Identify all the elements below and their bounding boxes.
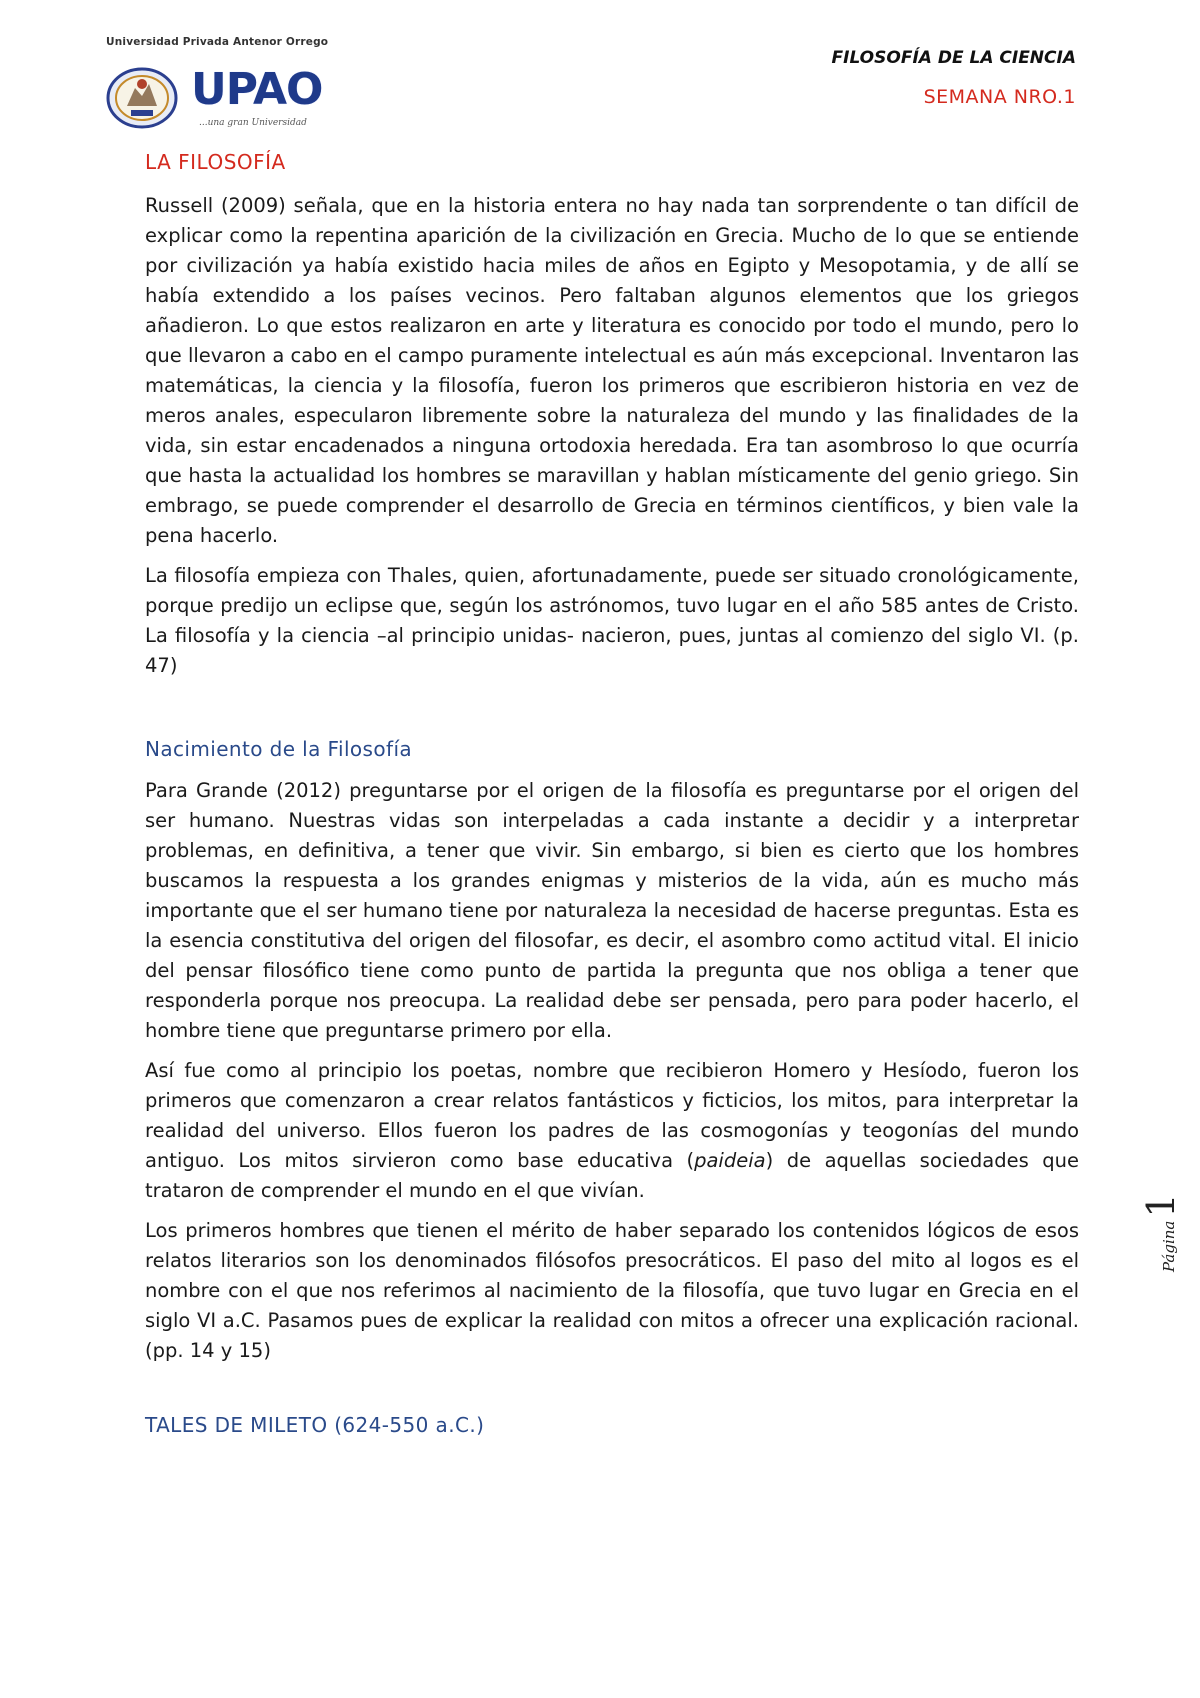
week-label: SEMANA NRO.1 [923, 86, 1076, 108]
logo-university-name: Universidad Privada Antenor Orrego [106, 36, 329, 48]
section-heading-nacimiento: Nacimiento de la Filosofía [145, 737, 413, 761]
section-heading-tales: TALES DE MILETO (624-550 a.C.) [145, 1413, 485, 1437]
logo-wordmark: UPAO [191, 64, 323, 115]
section-heading-la-filosofia: LA FILOSOFÍA [145, 150, 286, 174]
page-number-value: 1 [1139, 1193, 1183, 1218]
paragraph: Russell (2009) señala, que en la historia entera no hay nada tan sorprendente o tan difícil de explicar como la repentina aparición de la civilización en Grecia. Mucho de lo que se entiende por civilización ya había existido hacia miles de años en Egipto y Mesopotamia, y de allí se había extendido a los países vecinos. Pero faltaban algunos elementos que los griegos añadieron. Lo que estos realizaron en arte y literatura es conocido por todo el mundo, pero lo que llevaron a cabo en el campo puramente intelectual es aún más excepcional. Inventaron las matemáticas, la ciencia y la filosofía, fueron los primeros que escribieron historia en vez de meros anales, especularon libremente sobre la naturaleza del mundo y las finalidades de la vida, sin estar encadenados a ninguna ortodoxia heredada. Era tan asombroso lo que ocurría que hasta la actualidad los hombres se maravillan y hablan místicamente del genio griego. Sin embrago, se puede comprender el desarrollo de Grecia en términos científicos, y bien vale la pena hacerlo. [145, 194, 1079, 547]
italic-term: paideia [694, 1149, 766, 1172]
document-body [145, 150, 1079, 1452]
university-logo [95, 22, 345, 134]
paragraph: Para Grande (2012) preguntarse por el origen de la filosofía es preguntarse por el origen del ser humano. Nuestras vidas son interpeladas a cada instante a decidir y a interpretar problemas, en definitiva, a tener que vivir. Sin embargo, si bien es cierto que los hombres buscamos la respuesta a los grandes enigmas y misterios de la vida, aún es mucho más importante que el ser humano tiene por naturaleza la necesidad de hacerse preguntas. Esta es la esencia constitutiva del origen del filosofar, es decir, el asombro como actitud vital. El inicio del pensar filosófico tiene como punto de partida la pregunta que nos obliga a tener que responderla porque nos preocupa. La realidad debe ser pensada, pero para poder hacerlo, el hombre tiene que preguntarse primero por ella. [145, 779, 1079, 1042]
logo-tagline: ...una gran Universidad [199, 118, 307, 128]
paragraph: La filosofía empieza con Thales, quien, afortunadamente, puede ser situado cronológicamente, porque predijo un eclipse que, según los astrónomos, tuvo lugar en el año 585 antes de Cristo. La filosofía y la ciencia –al principio unidas- nacieron, pues, juntas al comienzo del siglo VI. (p. 47) [145, 564, 1079, 677]
paragraph-with-italic: Así fue como al principio los poetas, nombre que recibieron Homero y Hesíodo, fueron los primeros que comenzaron a crear relatos fantásticos y ficticios, los mitos, para interpretar la realidad del universo. Ellos fueron los padres de las cosmogonías y teogonías del mundo antiguo. Los mitos sirvieron como base educativa (paideia) de aquellas sociedades que trataron de comprender el mundo en el que vivían. [145, 1059, 1079, 1202]
page-number [1139, 1182, 1183, 1272]
paragraph: Los primeros hombres que tienen el mérito de haber separado los contenidos lógicos de esos relatos literarios son los denominados filósofos presocráticos. El paso del mito al logos es el nombre con el que nos referimos al nacimiento de la filosofía, que tuvo lugar en Grecia en el siglo VI a.C. Pasamos pues de explicar la realidad con mitos a ofrecer una explicación racional. (pp. 14 y 15) [145, 1219, 1079, 1362]
page-label: Página [1160, 1220, 1178, 1272]
course-title: FILOSOFÍA DE LA CIENCIA [831, 48, 1076, 68]
university-seal-icon [105, 66, 179, 130]
